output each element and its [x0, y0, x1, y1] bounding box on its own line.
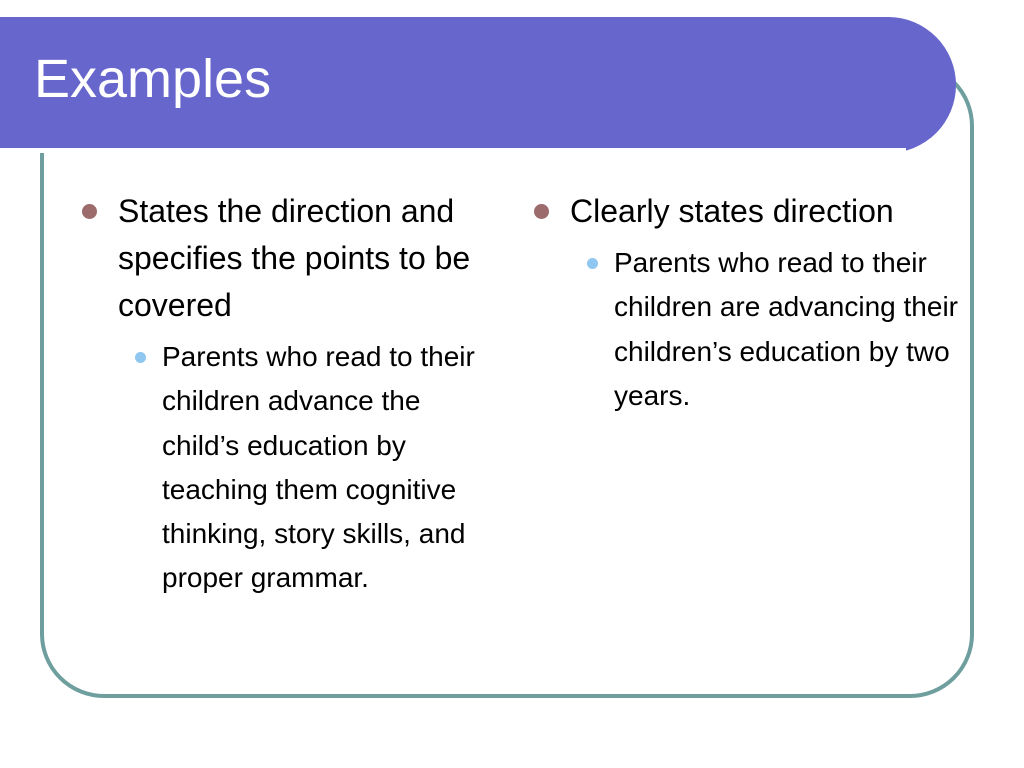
sub-bullet-dot-icon [587, 258, 598, 269]
bullet-dot-icon [534, 204, 549, 219]
title-rule [0, 148, 906, 153]
left-column [78, 188, 488, 601]
sub-bullet-text: Parents who read to their children advance the child’s education by teaching them cognitive thinking, story skills, and proper grammar. [162, 341, 475, 594]
right-column [530, 188, 960, 418]
bullet-text: States the direction and specifies the points to be covered [118, 193, 471, 323]
slide-title: Examples [34, 49, 272, 109]
bullet-item [530, 188, 960, 235]
bullet-text: Clearly states direction [570, 193, 894, 229]
bullet-item [78, 188, 488, 329]
sub-bullet-dot-icon [135, 352, 146, 363]
sub-bullet-item [530, 241, 960, 418]
sub-bullet-text: Parents who read to their children are advancing their children’s education by two years. [614, 247, 958, 411]
bullet-dot-icon [82, 204, 97, 219]
sub-bullet-item [78, 335, 488, 601]
